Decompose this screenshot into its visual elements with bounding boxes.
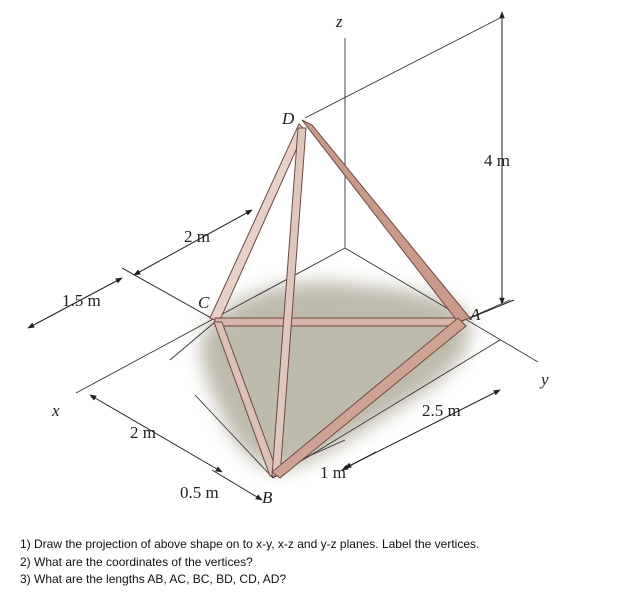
member-ca: [215, 318, 460, 326]
dim-2-5m-label: 2.5 m: [422, 401, 461, 420]
question-3: 3) What are the lengths AB, AC, BC, BD, CD, AD?: [20, 572, 287, 586]
dim-1m-label: 1 m: [320, 463, 346, 482]
dim-2m-top-label: 2 m: [184, 227, 210, 246]
z-axis-label: z: [336, 12, 343, 31]
question-2: 2) What are the coordinates of the vertices?: [20, 554, 253, 569]
dim-0-5m-label: 0.5 m: [180, 483, 219, 502]
dim-4m-label: 4 m: [484, 151, 510, 170]
vertex-b-label: B: [262, 488, 273, 507]
vertex-d-label: D: [282, 109, 295, 128]
vertex-a-label: A: [470, 305, 481, 324]
questions-block: [20, 536, 479, 589]
y-axis-label: y: [541, 370, 549, 389]
dim-2m-left-label: 2 m: [130, 423, 156, 442]
x-axis-label: x: [52, 401, 60, 420]
dim-1-5m-label: 1.5 m: [62, 291, 101, 310]
question-1: 1) Draw the projection of above shape on to x-y, x-z and y-z planes. Label the vertices.: [20, 537, 480, 551]
vertex-c-label: C: [198, 293, 210, 312]
